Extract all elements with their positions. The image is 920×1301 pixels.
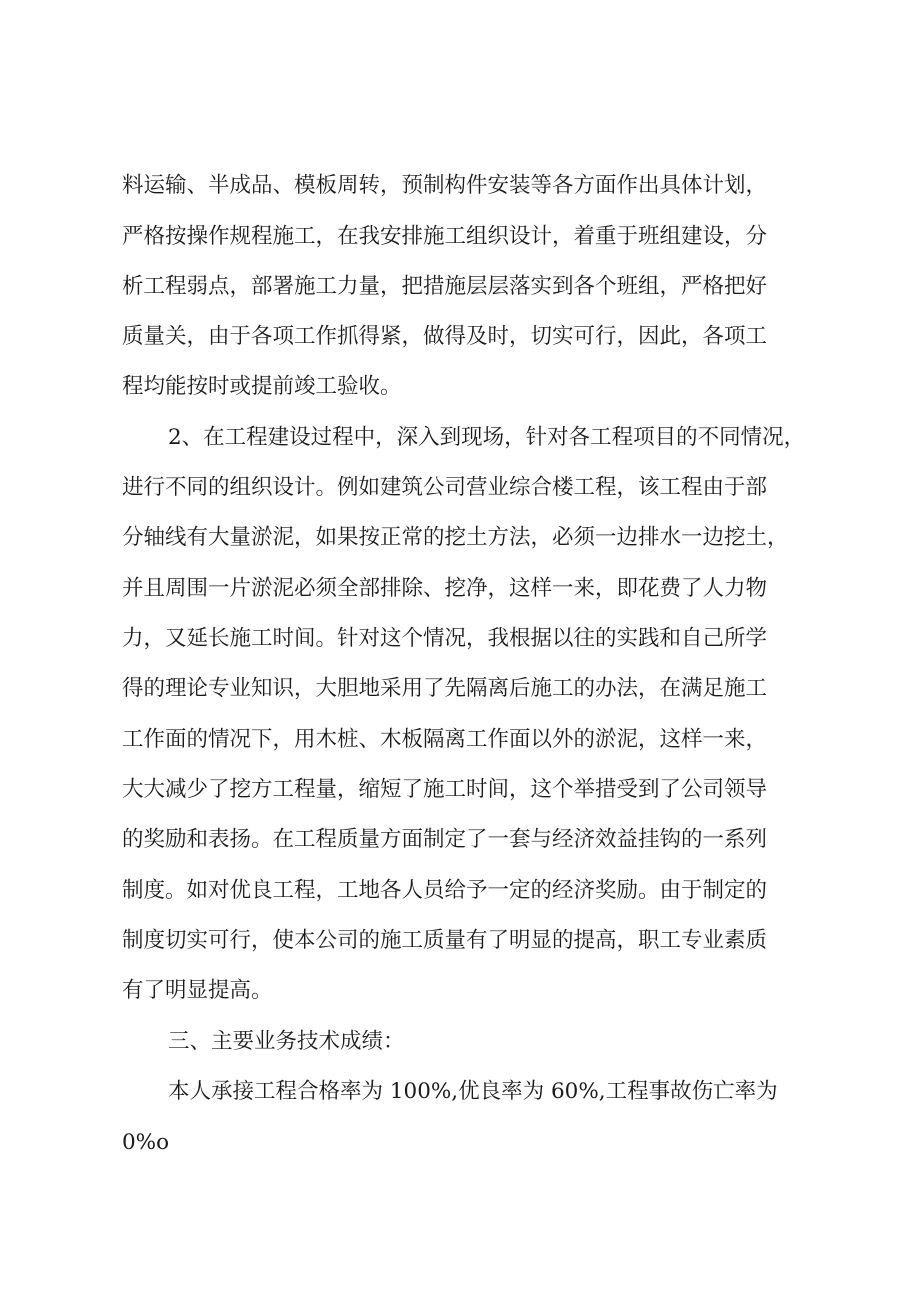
text-line: 制度。如对优良工程，工地各人员给予一定的经济奖励。由于制定的 xyxy=(122,878,768,903)
text-line: 制度切实可行，使本公司的施工质量有了明显的提高，职工专业素质 xyxy=(122,928,768,953)
text-line: 并且周围一片淤泥必须全部排除、挖净，这样一来，即花费了人力物 xyxy=(122,576,768,601)
text-line: 分轴线有大量淤泥，如果按正常的挖土方法，必须一边排水一边挖土， xyxy=(122,525,789,550)
text-line: 有了明显提高。 xyxy=(122,978,273,1003)
text-line: 得的理论专业知识，大胆地采用了先隔离后施工的办法，在满足施工 xyxy=(122,676,768,701)
text-line: 析工程弱点，部署施工力量，把措施层层落实到各个班组，严格把好 xyxy=(122,274,768,299)
text-line: 力，又延长施工时间。针对这个情况，我根据以往的实践和自己所学 xyxy=(122,626,768,651)
text-line: 进行不同的组织设计。例如建筑公司营业综合楼工程，该工程由于部 xyxy=(122,475,768,500)
text-line: 本人承接工程合格率为 100%,优良率为 60%,工程事故伤亡率为 xyxy=(168,1079,778,1104)
text-line: 大大减少了挖方工程量，缩短了施工时间，这个举措受到了公司领导 xyxy=(122,777,768,802)
text-line: 严格按操作规程施工，在我安排施工组织设计，着重于班组建设，分 xyxy=(122,224,768,249)
text-line: 的奖励和表扬。在工程质量方面制定了一套与经济效益挂钩的一系列 xyxy=(122,827,768,852)
text-line: 程均能按时或提前竣工验收。 xyxy=(122,374,402,399)
text-line: 0%o xyxy=(122,1130,170,1155)
text-line: 料运输、半成品、模板周转，预制构件安装等各方面作出具体计划， xyxy=(122,173,768,198)
text-line: 质量关，由于各项工作抓得紧，做得及时，切实可行，因此，各项工 xyxy=(122,324,768,349)
text-line: 2、在工程建设过程中，深入到现场，针对各工程项目的不同情况， xyxy=(168,425,806,450)
section-heading: 三、主要业务技术成绩： xyxy=(168,1029,405,1054)
text-line: 工作面的情况下，用木桩、木板隔离工作面以外的淤泥，这样一来， xyxy=(122,727,768,752)
